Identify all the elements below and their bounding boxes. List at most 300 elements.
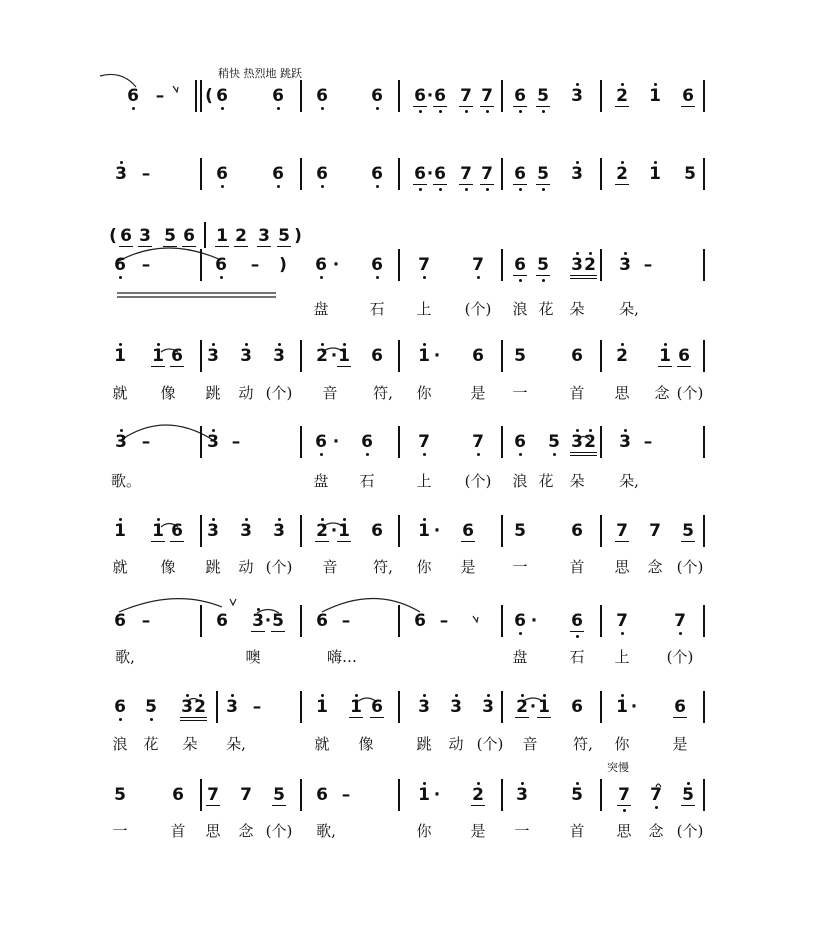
note: 6 bbox=[571, 611, 583, 631]
high-octave-dot bbox=[576, 782, 579, 785]
duration-underline bbox=[151, 366, 165, 367]
note: · bbox=[530, 611, 538, 631]
low-octave-dot bbox=[542, 279, 545, 282]
barline bbox=[501, 249, 503, 281]
barline bbox=[200, 426, 202, 458]
barline bbox=[200, 158, 202, 190]
barline bbox=[300, 605, 302, 637]
note: 7 bbox=[460, 86, 472, 106]
duration-underline bbox=[119, 246, 133, 247]
lyric-syllable: (个) bbox=[265, 384, 293, 402]
high-octave-dot bbox=[423, 518, 426, 521]
duration-underline bbox=[513, 106, 527, 107]
barline bbox=[300, 515, 302, 547]
note: 2 bbox=[616, 346, 628, 366]
lyric-syllable: 首 bbox=[569, 822, 585, 840]
barline bbox=[195, 80, 197, 112]
lyric-syllable: 噢 bbox=[245, 648, 261, 666]
low-octave-dot bbox=[419, 110, 422, 113]
lyric-syllable: 符, bbox=[373, 384, 393, 402]
high-octave-dot bbox=[521, 694, 524, 697]
note: 2 bbox=[616, 86, 628, 106]
note: · bbox=[630, 697, 638, 717]
note: 2 bbox=[316, 521, 328, 541]
low-octave-dot bbox=[277, 107, 280, 110]
duration-underline bbox=[513, 275, 527, 276]
low-octave-dot bbox=[366, 453, 369, 456]
note: 6 bbox=[316, 86, 328, 106]
note: 6 bbox=[414, 86, 426, 106]
duration-underline bbox=[315, 541, 329, 542]
note: 1 bbox=[418, 521, 430, 541]
note: 6 bbox=[316, 785, 328, 805]
high-octave-dot bbox=[576, 161, 579, 164]
barline bbox=[204, 222, 206, 248]
barline bbox=[200, 80, 202, 112]
note: · bbox=[433, 785, 441, 805]
note: · bbox=[330, 346, 338, 366]
duration-underline bbox=[677, 366, 691, 367]
low-octave-dot bbox=[621, 632, 624, 635]
note: · bbox=[426, 164, 434, 184]
duration-underline bbox=[536, 184, 550, 185]
low-octave-dot bbox=[465, 188, 468, 191]
low-octave-dot bbox=[576, 635, 579, 638]
lyric-syllable: 盘 bbox=[313, 472, 329, 490]
low-octave-dot bbox=[519, 279, 522, 282]
lyric-syllable: (个) bbox=[476, 735, 504, 753]
barline bbox=[600, 80, 602, 112]
lyric-syllable: 盘 bbox=[512, 648, 528, 666]
barline bbox=[200, 340, 202, 372]
lyric-syllable: (个) bbox=[666, 648, 694, 666]
lyric-syllable: (个) bbox=[464, 472, 492, 490]
lyric-syllable: 是 bbox=[470, 384, 486, 402]
barline bbox=[600, 779, 602, 811]
low-octave-dot bbox=[119, 276, 122, 279]
note: – bbox=[155, 86, 165, 106]
duration-underline bbox=[182, 246, 196, 247]
underlined-double bbox=[117, 293, 276, 297]
note: – bbox=[252, 697, 262, 717]
note: 5 bbox=[684, 164, 696, 184]
high-octave-dot bbox=[621, 83, 624, 86]
breath-mark bbox=[473, 616, 478, 622]
low-octave-dot bbox=[423, 276, 426, 279]
duration-underline bbox=[170, 541, 184, 542]
note: 6 bbox=[371, 86, 383, 106]
duration-underline bbox=[193, 717, 207, 718]
lyric-syllable: 就 bbox=[314, 735, 330, 753]
high-octave-dot bbox=[543, 694, 546, 697]
interlude-note: 6 bbox=[183, 226, 195, 246]
high-octave-dot bbox=[487, 694, 490, 697]
note: 6 bbox=[114, 697, 126, 717]
barline bbox=[398, 80, 400, 112]
lyric-syllable: 思 bbox=[614, 384, 630, 402]
lyric-syllable: 思 bbox=[614, 558, 630, 576]
duration-underline bbox=[480, 184, 494, 185]
high-octave-dot bbox=[423, 782, 426, 785]
note: 7 bbox=[418, 432, 430, 452]
duration-underline bbox=[570, 275, 584, 276]
duration-underline bbox=[277, 246, 291, 247]
note: 1 bbox=[316, 697, 328, 717]
note: – bbox=[141, 255, 151, 275]
duration-underline bbox=[480, 106, 494, 107]
note: 7 bbox=[207, 785, 219, 805]
duration-underline bbox=[583, 275, 597, 276]
duration-underline bbox=[271, 631, 285, 632]
note: – bbox=[439, 611, 449, 631]
low-octave-dot bbox=[439, 188, 442, 191]
note: 3 bbox=[226, 697, 238, 717]
note: 6 bbox=[216, 164, 228, 184]
high-octave-dot bbox=[157, 343, 160, 346]
barline bbox=[300, 80, 302, 112]
interlude-note: 3 bbox=[258, 226, 270, 246]
lyric-syllable: 朵 bbox=[569, 300, 585, 318]
note: 1 bbox=[338, 521, 350, 541]
note: 6 bbox=[514, 611, 526, 631]
duration-underline bbox=[163, 246, 177, 247]
note: 1 bbox=[649, 164, 661, 184]
note: 6 bbox=[514, 432, 526, 452]
note: 6 bbox=[361, 432, 373, 452]
lyric-syllable: 歌, bbox=[316, 822, 336, 840]
barline bbox=[200, 515, 202, 547]
note: 6 bbox=[682, 86, 694, 106]
lyric-syllable: 歌, bbox=[115, 648, 135, 666]
low-octave-dot bbox=[486, 110, 489, 113]
lyric-syllable: 朵, bbox=[619, 300, 639, 318]
lyric-syllable: (个) bbox=[676, 384, 704, 402]
lyric-syllable: 花 bbox=[143, 735, 159, 753]
note: 6 bbox=[371, 697, 383, 717]
barline bbox=[600, 605, 602, 637]
duration-underline bbox=[370, 717, 384, 718]
high-octave-dot bbox=[186, 694, 189, 697]
high-octave-dot bbox=[624, 429, 627, 432]
low-octave-dot bbox=[519, 110, 522, 113]
note: 6 bbox=[571, 521, 583, 541]
note: 7 bbox=[674, 611, 686, 631]
lyric-syllable: 朵, bbox=[619, 472, 639, 490]
lyric-syllable: 是 bbox=[460, 558, 476, 576]
note: 7 bbox=[481, 164, 493, 184]
note: 7 bbox=[616, 611, 628, 631]
note: · bbox=[332, 255, 340, 275]
low-octave-dot bbox=[542, 188, 545, 191]
duration-underline bbox=[459, 184, 473, 185]
lyric-syllable: 念 bbox=[648, 822, 664, 840]
note: 6 bbox=[215, 255, 227, 275]
lyric-syllable: 是 bbox=[672, 735, 688, 753]
note: 5 bbox=[682, 521, 694, 541]
note: · bbox=[330, 521, 338, 541]
high-octave-dot bbox=[343, 343, 346, 346]
note: – bbox=[231, 432, 241, 452]
lyric-syllable: 一 bbox=[514, 822, 530, 840]
note: 5 bbox=[273, 785, 285, 805]
note: – bbox=[643, 432, 653, 452]
note: 6 bbox=[674, 697, 686, 717]
duration-underline bbox=[673, 717, 687, 718]
low-octave-dot bbox=[277, 185, 280, 188]
low-octave-dot bbox=[542, 110, 545, 113]
low-octave-dot bbox=[150, 718, 153, 721]
note: 7 bbox=[240, 785, 252, 805]
low-octave-dot bbox=[519, 632, 522, 635]
low-octave-dot bbox=[321, 107, 324, 110]
high-octave-dot bbox=[321, 694, 324, 697]
note: 5 bbox=[514, 521, 526, 541]
barline bbox=[200, 249, 202, 281]
high-octave-dot bbox=[119, 518, 122, 521]
duration-underline bbox=[681, 106, 695, 107]
note: 5 bbox=[114, 785, 126, 805]
high-octave-dot bbox=[621, 161, 624, 164]
duration-underline bbox=[413, 184, 427, 185]
low-octave-dot bbox=[519, 188, 522, 191]
lyric-syllable: 你 bbox=[614, 735, 630, 753]
tie-arc bbox=[119, 599, 222, 612]
lyric-syllable: 动 bbox=[238, 384, 254, 402]
low-octave-dot bbox=[439, 110, 442, 113]
note: 3 bbox=[516, 785, 528, 805]
lyric-syllable: 像 bbox=[160, 384, 176, 402]
lyric-syllable: 音 bbox=[322, 384, 338, 402]
barline bbox=[600, 340, 602, 372]
high-octave-dot bbox=[212, 518, 215, 521]
note: 6 bbox=[114, 255, 126, 275]
duration-underline bbox=[251, 631, 265, 632]
note: 3 bbox=[418, 697, 430, 717]
duration-underline bbox=[337, 541, 351, 542]
note: 6 bbox=[678, 346, 690, 366]
note: 5 bbox=[537, 86, 549, 106]
duration-underline bbox=[570, 455, 584, 456]
duration-underline bbox=[180, 720, 194, 721]
lyric-syllable: (个) bbox=[265, 822, 293, 840]
high-octave-dot bbox=[576, 83, 579, 86]
note: 6 bbox=[514, 86, 526, 106]
high-octave-dot bbox=[576, 429, 579, 432]
note: 1 bbox=[152, 521, 164, 541]
lyric-syllable: 盘 bbox=[313, 300, 329, 318]
note: 5 bbox=[571, 785, 583, 805]
high-octave-dot bbox=[212, 429, 215, 432]
lyric-syllable: (个) bbox=[676, 558, 704, 576]
note: – bbox=[141, 432, 151, 452]
note: 2 bbox=[316, 346, 328, 366]
lyric-syllable: 动 bbox=[238, 558, 254, 576]
duration-underline bbox=[536, 275, 550, 276]
lyric-syllable: 上 bbox=[416, 472, 432, 490]
note: 6 bbox=[315, 432, 327, 452]
barline bbox=[501, 515, 503, 547]
barline bbox=[600, 515, 602, 547]
note: 5 bbox=[537, 255, 549, 275]
barline bbox=[501, 426, 503, 458]
note: · bbox=[332, 432, 340, 452]
duration-underline bbox=[570, 452, 584, 453]
barline bbox=[703, 779, 705, 811]
lyric-syllable: (个) bbox=[464, 300, 492, 318]
barline bbox=[300, 691, 302, 723]
note: 1 bbox=[114, 346, 126, 366]
note: 6 bbox=[172, 785, 184, 805]
note: 6 bbox=[571, 346, 583, 366]
barline bbox=[703, 249, 705, 281]
note: 3 bbox=[273, 346, 285, 366]
note: · bbox=[264, 611, 272, 631]
note: 3 bbox=[115, 432, 127, 452]
high-octave-dot bbox=[157, 518, 160, 521]
note: 3 bbox=[181, 697, 193, 717]
duration-underline bbox=[180, 717, 194, 718]
sudden-slow-marking: 突慢 bbox=[607, 761, 629, 774]
low-octave-dot bbox=[477, 276, 480, 279]
lyric-syllable: 一 bbox=[512, 384, 528, 402]
low-octave-dot bbox=[119, 718, 122, 721]
interlude-note: 5 bbox=[278, 226, 290, 246]
low-octave-dot bbox=[519, 453, 522, 456]
barline bbox=[501, 340, 503, 372]
note: · bbox=[433, 346, 441, 366]
lyric-syllable: 石 bbox=[369, 300, 385, 318]
barline bbox=[600, 249, 602, 281]
lyric-syllable: 思 bbox=[205, 822, 221, 840]
note: – bbox=[643, 255, 653, 275]
high-octave-dot bbox=[321, 518, 324, 521]
interlude-note: ( bbox=[109, 226, 117, 246]
duration-underline bbox=[234, 246, 248, 247]
high-octave-dot bbox=[621, 694, 624, 697]
high-octave-dot bbox=[245, 518, 248, 521]
high-octave-dot bbox=[624, 252, 627, 255]
high-octave-dot bbox=[120, 161, 123, 164]
high-octave-dot bbox=[576, 252, 579, 255]
duration-underline bbox=[570, 278, 584, 279]
high-octave-dot bbox=[654, 83, 657, 86]
duration-underline bbox=[658, 366, 672, 367]
barline bbox=[703, 515, 705, 547]
interlude-note: 6 bbox=[120, 226, 132, 246]
high-octave-dot bbox=[589, 429, 592, 432]
barline bbox=[703, 605, 705, 637]
low-octave-dot bbox=[679, 632, 682, 635]
note: 1 bbox=[649, 86, 661, 106]
lyric-syllable: 你 bbox=[416, 558, 432, 576]
note: – bbox=[141, 611, 151, 631]
duration-underline bbox=[337, 366, 351, 367]
barline bbox=[300, 340, 302, 372]
interlude-note: 5 bbox=[164, 226, 176, 246]
note: 3 bbox=[240, 346, 252, 366]
lyric-syllable: 跳 bbox=[205, 558, 221, 576]
note: 6 bbox=[272, 86, 284, 106]
high-octave-dot bbox=[257, 608, 260, 611]
barline bbox=[703, 691, 705, 723]
low-octave-dot bbox=[376, 185, 379, 188]
lyric-syllable: 念 bbox=[647, 558, 663, 576]
high-octave-dot bbox=[477, 782, 480, 785]
lyric-syllable: 歌。 bbox=[110, 472, 142, 490]
low-octave-dot bbox=[477, 453, 480, 456]
duration-underline bbox=[583, 278, 597, 279]
note: 6 bbox=[114, 611, 126, 631]
note: 1 bbox=[114, 521, 126, 541]
lyric-syllable: 就 bbox=[112, 558, 128, 576]
lyric-syllable: 上 bbox=[614, 648, 630, 666]
note: · bbox=[433, 521, 441, 541]
note: 7 bbox=[618, 785, 630, 805]
note: 6 bbox=[434, 86, 446, 106]
high-octave-dot bbox=[212, 343, 215, 346]
note: 6 bbox=[462, 521, 474, 541]
note: 6 bbox=[414, 164, 426, 184]
high-octave-dot bbox=[343, 518, 346, 521]
note: 1 bbox=[338, 346, 350, 366]
duration-underline bbox=[461, 541, 475, 542]
high-octave-dot bbox=[664, 343, 667, 346]
duration-underline bbox=[459, 106, 473, 107]
high-octave-dot bbox=[654, 161, 657, 164]
lyric-syllable: 首 bbox=[170, 822, 186, 840]
interlude-note: 3 bbox=[139, 226, 151, 246]
note: 7 bbox=[649, 521, 661, 541]
high-octave-dot bbox=[119, 343, 122, 346]
low-octave-dot bbox=[465, 110, 468, 113]
lyric-syllable: 跳 bbox=[416, 735, 432, 753]
lyric-syllable: 符, bbox=[373, 558, 393, 576]
note: 6 bbox=[371, 255, 383, 275]
barline bbox=[600, 691, 602, 723]
note: 5 bbox=[682, 785, 694, 805]
note: 1 bbox=[659, 346, 671, 366]
duration-underline bbox=[681, 541, 695, 542]
high-octave-dot bbox=[120, 429, 123, 432]
note: – bbox=[141, 164, 151, 184]
interlude-note: 2 bbox=[235, 226, 247, 246]
note: 6 bbox=[216, 86, 228, 106]
low-octave-dot bbox=[221, 107, 224, 110]
duration-underline bbox=[138, 246, 152, 247]
lyric-syllable: 念 bbox=[654, 384, 670, 402]
high-octave-dot bbox=[455, 694, 458, 697]
note: 3 bbox=[252, 611, 264, 631]
duration-underline bbox=[617, 805, 631, 806]
duration-underline bbox=[471, 805, 485, 806]
note: 1 bbox=[152, 346, 164, 366]
note: 6 bbox=[514, 255, 526, 275]
interlude-note: 1 bbox=[216, 226, 228, 246]
high-octave-dot bbox=[355, 694, 358, 697]
note: 6 bbox=[514, 164, 526, 184]
duration-underline bbox=[536, 106, 550, 107]
lyric-syllable: 朵, bbox=[226, 735, 246, 753]
barline bbox=[600, 158, 602, 190]
lyric-syllable: 一 bbox=[512, 558, 528, 576]
duration-underline bbox=[537, 717, 551, 718]
duration-underline bbox=[615, 541, 629, 542]
high-octave-dot bbox=[231, 694, 234, 697]
low-octave-dot bbox=[132, 107, 135, 110]
high-octave-dot bbox=[687, 782, 690, 785]
lyric-syllable: 你 bbox=[416, 822, 432, 840]
low-octave-dot bbox=[221, 185, 224, 188]
